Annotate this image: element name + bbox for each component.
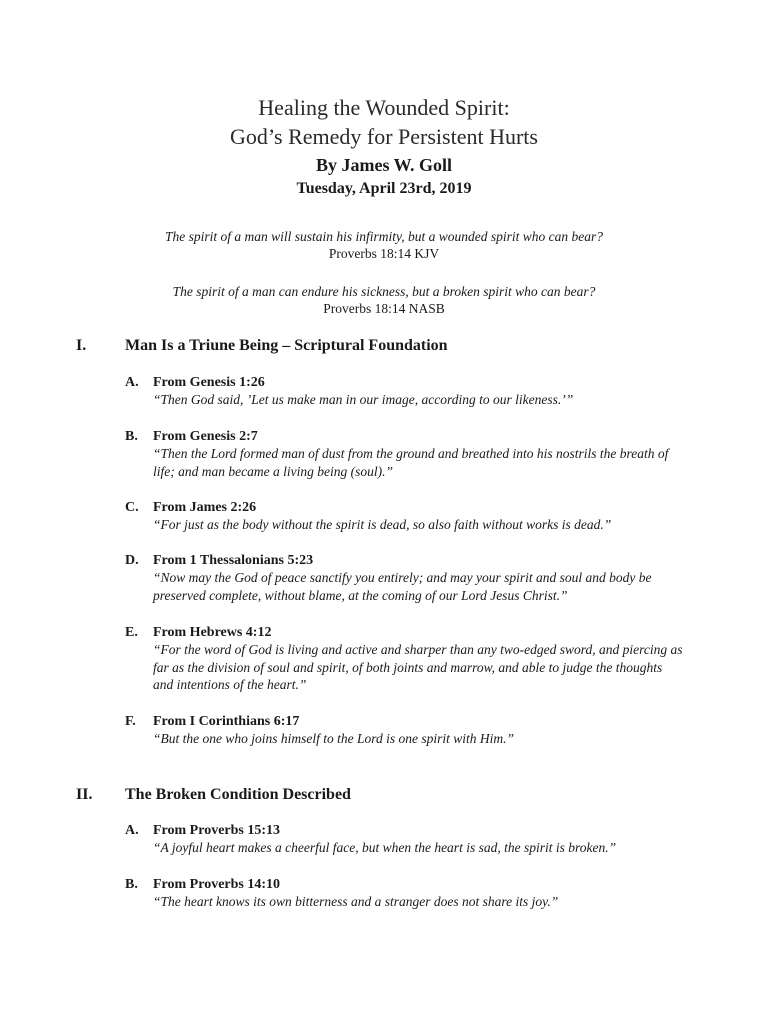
item-quote: “For just as the body without the spirit is dead, so also faith without works is dead.” xyxy=(153,517,612,532)
epigraph-nasb xyxy=(0,283,768,317)
item-quote: “Now may the God of peace sanctify you entirely; and may your spirit and soul and body be preserved complete, without blame, at the coming of our Lord Jesus Christ.” xyxy=(153,570,652,603)
epigraph-kjv xyxy=(0,228,768,262)
author-line: By James W. Goll xyxy=(315,155,453,175)
item-title: From Proverbs 14:10 xyxy=(153,877,281,892)
date-line: Tuesday, April 23rd, 2019 xyxy=(296,180,472,197)
item-letter: E. xyxy=(125,625,138,640)
item-letter: D. xyxy=(125,553,139,568)
item-letter: C. xyxy=(125,500,139,515)
item-title: From Proverbs 15:13 xyxy=(153,823,281,838)
section-numeral: I. xyxy=(76,337,87,354)
item-quote: “A joyful heart makes a cheerful face, but when the heart is sad, the spirit is broken.” xyxy=(153,840,617,855)
item-title: From James 2:26 xyxy=(153,500,257,515)
item-quote: “The heart knows its own bitterness and a stranger does not share its joy.” xyxy=(153,894,559,909)
title-line-1: Healing the Wounded Spirit: xyxy=(258,95,510,120)
section-numeral: II. xyxy=(76,786,93,803)
item-letter: A. xyxy=(125,375,139,390)
item-quote: “Then the Lord formed man of dust from the ground and breathed into his nostrils the breath of life; and man became a living being (soul).” xyxy=(153,446,669,479)
item-letter: F. xyxy=(125,714,136,729)
epigraph-quote: The spirit of a man can endure his sickness, but a broken spirit who can bear? xyxy=(172,284,596,299)
item-letter: B. xyxy=(125,429,138,444)
item-letter: A. xyxy=(125,823,139,838)
document-header xyxy=(0,93,768,200)
item-title: From Genesis 2:7 xyxy=(153,429,258,444)
item-quote: “Then God said, ’Let us make man in our image, according to our likeness.’” xyxy=(153,392,574,407)
item-quote: “But the one who joins himself to the Lord is one spirit with Him.” xyxy=(153,731,515,746)
epigraph-reference: Proverbs 18:14 NASB xyxy=(323,301,445,316)
item-title: From Genesis 1:26 xyxy=(153,375,265,390)
section-1-heading xyxy=(0,337,768,359)
section-title: Man Is a Triune Being – Scriptural Foundation xyxy=(125,337,448,354)
item-letter: B. xyxy=(125,877,138,892)
item-title: From Hebrews 4:12 xyxy=(153,625,272,640)
item-title: From 1 Thessalonians 5:23 xyxy=(153,553,314,568)
section-title: The Broken Condition Described xyxy=(125,786,351,803)
epigraph-reference: Proverbs 18:14 KJV xyxy=(328,246,440,261)
epigraph-quote: The spirit of a man will sustain his infirmity, but a wounded spirit who can bear? xyxy=(164,229,604,244)
title-line-2: God’s Remedy for Persistent Hurts xyxy=(230,124,538,149)
item-title: From I Corinthians 6:17 xyxy=(153,714,300,729)
section-2-heading xyxy=(0,786,768,808)
item-quote: “For the word of God is living and active and sharper than any two-edged sword, and piercing as far as the division of soul and spirit, of both joints and marrow, and able to judge the thoughts and intentions of the heart.” xyxy=(153,642,683,692)
